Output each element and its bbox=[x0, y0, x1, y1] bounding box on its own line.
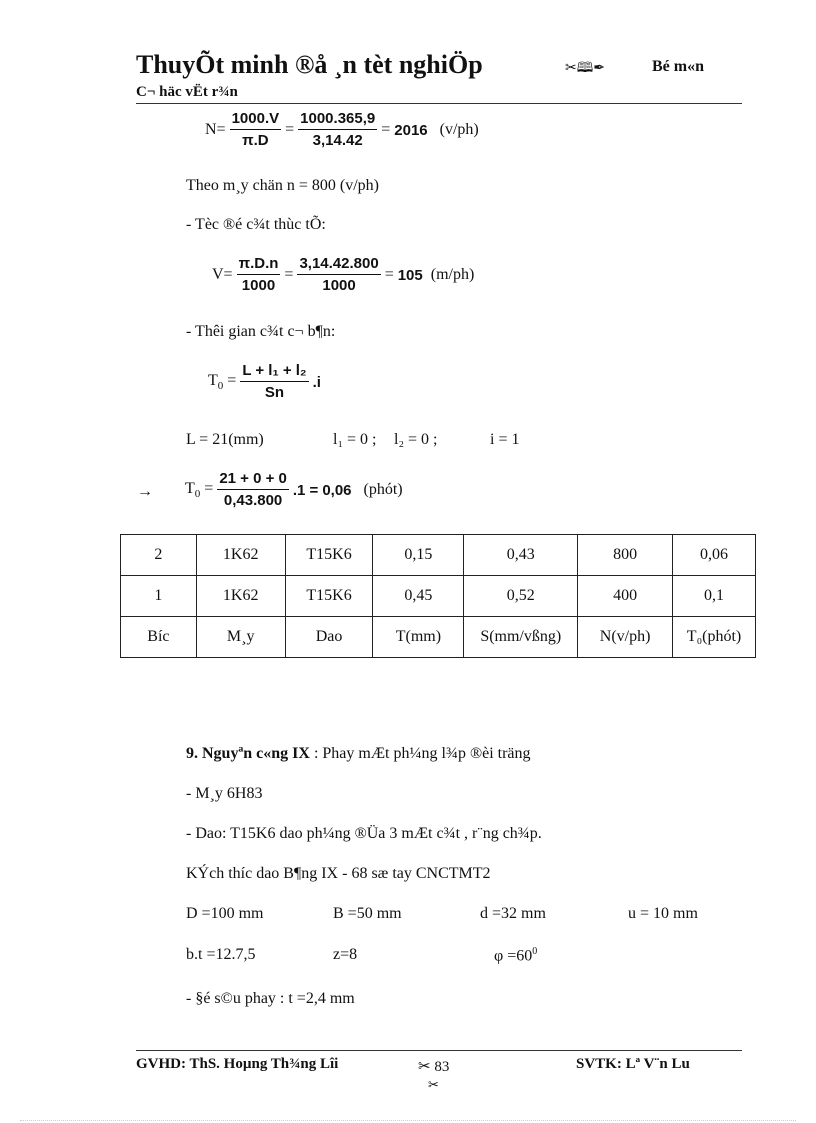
table-header-cell: Dao bbox=[285, 617, 373, 658]
param-L: L = 21(mm) bbox=[186, 431, 264, 448]
formula-t0-calc-result: 0,06 bbox=[322, 481, 352, 499]
table-header-cell: N(v/ph) bbox=[578, 617, 673, 658]
section-9-title-rest: : Phay mÆt ph¼ng l¾p ®èi träng bbox=[309, 745, 531, 762]
document-subtitle: C¬ häc vËt r¾n bbox=[136, 84, 238, 100]
dim-d: d =32 mm bbox=[480, 905, 546, 922]
formula-n-frac2 bbox=[298, 110, 377, 150]
formula-v-frac2-num: 3,14.42.800 bbox=[297, 255, 380, 275]
formula-t0-calc-num: 21 + 0 + 0 bbox=[217, 470, 289, 490]
dim-z: z=8 bbox=[333, 946, 358, 963]
formula-v-result: 105 bbox=[397, 266, 423, 284]
formula-t0-calc-frac bbox=[217, 470, 289, 510]
page-edge-divider bbox=[20, 1120, 796, 1121]
section-9-machine: - M¸y 6H83 bbox=[186, 785, 263, 802]
section-9-tool: - Dao: T15K6 dao ph¼ng ®Üa 3 mÆt c¾t , r¨ng ch¾p. bbox=[186, 825, 542, 842]
equals-sign: = bbox=[285, 121, 295, 138]
formula-v-frac1-num: π.D.n bbox=[237, 255, 281, 275]
formula-t0 bbox=[208, 362, 321, 402]
implies-arrow: → bbox=[137, 483, 153, 500]
formula-n-frac2-num: 1000.365,9 bbox=[298, 110, 377, 130]
formula-n-lhs: N= bbox=[205, 121, 226, 138]
equals-sign: = bbox=[381, 121, 391, 138]
section-9-size-ref: KÝch thíc dao B¶ng IX - 68 sæ tay CNCTMT2 bbox=[186, 865, 491, 882]
table-cell: T15K6 bbox=[285, 576, 373, 617]
footer-ornament-icon: ✂ bbox=[428, 1077, 439, 1092]
param-i: i = 1 bbox=[490, 431, 520, 448]
formula-n-frac1 bbox=[230, 110, 282, 150]
table-cell: 1K62 bbox=[196, 576, 285, 617]
formula-v-lhs: V= bbox=[212, 266, 233, 283]
formula-n-frac1-num: 1000.V bbox=[230, 110, 282, 130]
table-header-cell: T₀(phót) bbox=[673, 617, 756, 658]
table-header-cell: M¸y bbox=[196, 617, 285, 658]
formula-t0-num: L + l₁ + l₂ bbox=[240, 362, 308, 382]
section-9-depth: - §é s©u phay : t =2,4 mm bbox=[186, 990, 355, 1007]
document-title: ThuyÕt minh ®å ¸n tèt nghiÖp bbox=[136, 50, 483, 79]
formula-t0-calc bbox=[185, 470, 403, 510]
cutting-time-heading: - Thêi gian c¾t c¬ b¶n: bbox=[186, 323, 336, 340]
formula-v-frac1-den: 1000 bbox=[241, 277, 276, 294]
page-number: ✂ 83 bbox=[418, 1059, 450, 1075]
machine-speed-line: Theo m¸y chän n = 800 (v/ph) bbox=[186, 177, 379, 194]
table-cell: 1K62 bbox=[196, 535, 285, 576]
footer-divider bbox=[136, 1050, 742, 1051]
actual-speed-heading: - Tèc ®é c¾t thùc tÕ: bbox=[186, 216, 326, 233]
formula-t0-calc-unit: (phót) bbox=[363, 481, 403, 498]
formula-t0-lhs: $T_0$ = bbox=[208, 371, 237, 393]
param-l1: l₁ = 0 ; bbox=[333, 431, 377, 448]
table-cell: 0,1 bbox=[673, 576, 756, 617]
equals-sign: = bbox=[284, 266, 294, 283]
table-header-cell: T(mm) bbox=[373, 617, 464, 658]
dim-bt: b.t =12.7,5 bbox=[186, 946, 256, 963]
formula-t0-calc-tail: .1 = bbox=[292, 481, 319, 499]
formula-n-unit: (v/ph) bbox=[439, 121, 479, 138]
table-cell: 2 bbox=[121, 535, 197, 576]
table-cell: 400 bbox=[578, 576, 673, 617]
header-divider bbox=[136, 103, 742, 104]
formula-n-frac2-den: 3,14.42 bbox=[312, 132, 363, 149]
header-ornament-icon: ✂🕮✒ bbox=[565, 61, 605, 76]
table-cell: T15K6 bbox=[285, 535, 373, 576]
param-l2: l₂ = 0 ; bbox=[394, 431, 438, 448]
table-header-cell: S(mm/vßng) bbox=[464, 617, 578, 658]
formula-n bbox=[205, 110, 479, 150]
dim-u: u = 10 mm bbox=[628, 905, 698, 922]
table-row bbox=[121, 576, 756, 617]
formula-v-frac2-den: 1000 bbox=[322, 277, 356, 294]
dim-D: D =100 mm bbox=[186, 905, 264, 922]
section-9-title-bold: 9. Nguyªn c«ng IX bbox=[186, 745, 310, 762]
formula-n-result: 2016 bbox=[394, 121, 428, 139]
table-cell: 0,52 bbox=[464, 576, 578, 617]
formula-t0-calc-den: 0,43.800 bbox=[223, 492, 283, 509]
table-header-cell: Bíc bbox=[121, 617, 197, 658]
dim-B: B =50 mm bbox=[333, 905, 402, 922]
table-cell: 0,43 bbox=[464, 535, 578, 576]
student-label: SVTK: Lª V¨n Lu bbox=[576, 1056, 690, 1072]
formula-v bbox=[212, 255, 474, 295]
cutting-parameters-table bbox=[120, 534, 756, 658]
formula-t0-tail: .i bbox=[312, 373, 321, 391]
formula-t0-frac bbox=[240, 362, 308, 402]
table-row bbox=[121, 535, 756, 576]
table-header-row bbox=[121, 617, 756, 658]
formula-v-frac1 bbox=[237, 255, 281, 295]
table-cell: 800 bbox=[578, 535, 673, 576]
table-cell: 0,15 bbox=[373, 535, 464, 576]
formula-t0-den: Sn bbox=[264, 384, 285, 401]
formula-v-unit: (m/ph) bbox=[430, 266, 475, 283]
table-cell: 1 bbox=[121, 576, 197, 617]
formula-v-frac2 bbox=[297, 255, 380, 295]
formula-n-frac1-den: π.D bbox=[242, 132, 269, 149]
formula-t0-calc-lhs: $T_0$ = bbox=[185, 479, 214, 501]
equals-sign: = bbox=[384, 266, 394, 283]
supervisor-label: GVHD: ThS. Hoµng Th¾ng Lîi bbox=[136, 1056, 339, 1072]
section-9-title bbox=[186, 745, 531, 763]
table-cell: 0,06 bbox=[673, 535, 756, 576]
department-label: Bé m«n bbox=[652, 58, 704, 75]
dim-phi: $\varphi =60^0$ bbox=[494, 946, 538, 965]
table-cell: 0,45 bbox=[373, 576, 464, 617]
